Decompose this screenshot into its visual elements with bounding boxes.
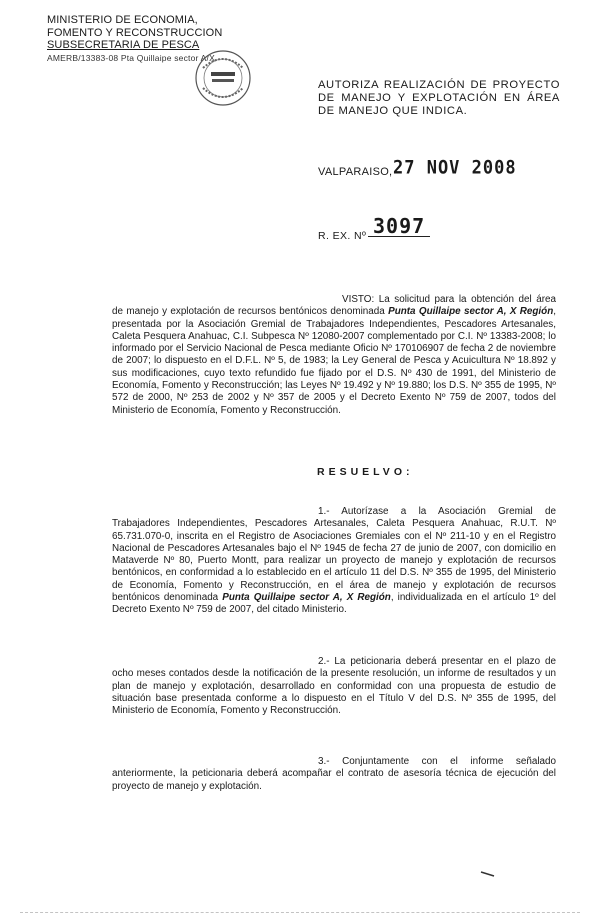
place-label: VALPARAISO, bbox=[318, 166, 393, 178]
article-1-area-name: Punta Quillaipe sector A, X Región bbox=[222, 592, 391, 604]
ministry-name: MINISTERIO DE ECONOMIA, bbox=[47, 14, 198, 26]
resolution-label: R. EX. Nº bbox=[318, 230, 367, 242]
article-2-text: 2.- La peticionaria deberá presentar en el plazo de ocho meses contados desde la notificación de la presente resolución, un informe de resultados y un plan de manejo y explotación, desarrollado en conformidad con una propuesta de estudio de situación base presentada conforme a lo dispuesto en el Título V del D.S. Nº 355 de 1995, del Ministerio de Economía, Fomento y Reconstrucción. bbox=[112, 656, 556, 717]
file-reference: AMERB/13383-08 Pta Quillaipe sector A/X bbox=[47, 52, 215, 63]
visto-text-start: La solicitud para la obtención del área de manejo y explotación de recursos bentónicos denominada bbox=[112, 294, 556, 318]
visto-text-end: , presentada por la Asociación Gremial de Trabajadores Independientes, Pescadores Artesanales, Caleta Pesquera Anahuac, C.I. Subpesca Nº 12080-2007 complementado por C.I. Nº 13383-2008; lo informado por el Servicio Nacional de Pesca mediante Oficio Nº 170106907 de fecha 2 de noviembre de 2007; lo dispuesto en el D.F.L. Nº 5, de 1983; la Ley General de Pesca y Acuicultura Nº 18.892 y sus modificaciones, cuyo texto refundido fue fijado por el D.S. Nº 430 de 1991, del Ministerio de Economía, Fomento y Reconstrucción; las Leyes Nº 19.492 y Nº 19.880; los D.S. Nº 355 de 1995, Nº 572 de 2000, Nº 253 de 2002 y Nº 357 de 2005 y el Decreto Exento Nº 759 de 2007, todos del Ministerio de Economía, Fomento y Reconstrucción. bbox=[112, 306, 556, 416]
article-1-text-start: 1.- Autorízase a la Asociación Gremial de Trabajadores Independientes, Pescadores Artesanales, Caleta Pesquera Anahuac, R.U.T. Nº 65.731.070-0, inscrita en el Registro de Asociaciones Gremiales con el Nº 211-10 y en el Registro Nacional de Pescadores Artesanales bajo el Nº 1945 de fecha 27 de junio de 2007, con domicilio en Mataverde Nº 80, Puerto Montt, para realizar un proyecto de manejo y explotación de recursos bentónicos, en conformidad a lo establecido en el artículo 11 del D.S. Nº 355 de 1995, del Ministerio de Economía, Fomento y Reconstrucción, en el área de manejo y explotación de recursos bentónicos denominada bbox=[112, 506, 556, 604]
visto-section bbox=[112, 294, 556, 417]
article-3 bbox=[112, 756, 556, 793]
article-1-text-end: , individualizada en el artículo 1º del Decreto Exento Nº 759 de 2007, del citado Ministerio. bbox=[112, 592, 556, 616]
subsecretaria-name: SUBSECRETARIA DE PESCA bbox=[47, 39, 200, 51]
article-1 bbox=[112, 506, 556, 617]
visto-area-name: Punta Quillaipe sector A, X Región bbox=[388, 306, 554, 318]
ministry-name-cont: FOMENTO Y RECONSTRUCCION bbox=[47, 26, 223, 39]
resolution-number: 3097 bbox=[373, 214, 426, 238]
date-stamp: 27 NOV 2008 bbox=[393, 157, 517, 179]
article-2 bbox=[112, 656, 556, 717]
visto-label: VISTO: bbox=[342, 294, 375, 305]
resuelvo-heading: RESUELVO: bbox=[317, 466, 414, 478]
resolution-number-underline bbox=[368, 236, 430, 237]
official-seal-stamp bbox=[193, 48, 253, 108]
scan-edge-noise bbox=[20, 912, 580, 917]
scan-mark bbox=[480, 870, 496, 878]
document-title: AUTORIZA REALIZACIÓN DE PROYECTO DE MANEJO Y EXPLOTACIÓN EN ÁREA DE MANEJO QUE INDICA. bbox=[318, 79, 560, 117]
article-3-text: 3.- Conjuntamente con el informe señalado anteriormente, la peticionaria deberá acompañar el contrato de asesoría técnica de ejecución del proyecto de manejo y explotación. bbox=[112, 756, 556, 792]
